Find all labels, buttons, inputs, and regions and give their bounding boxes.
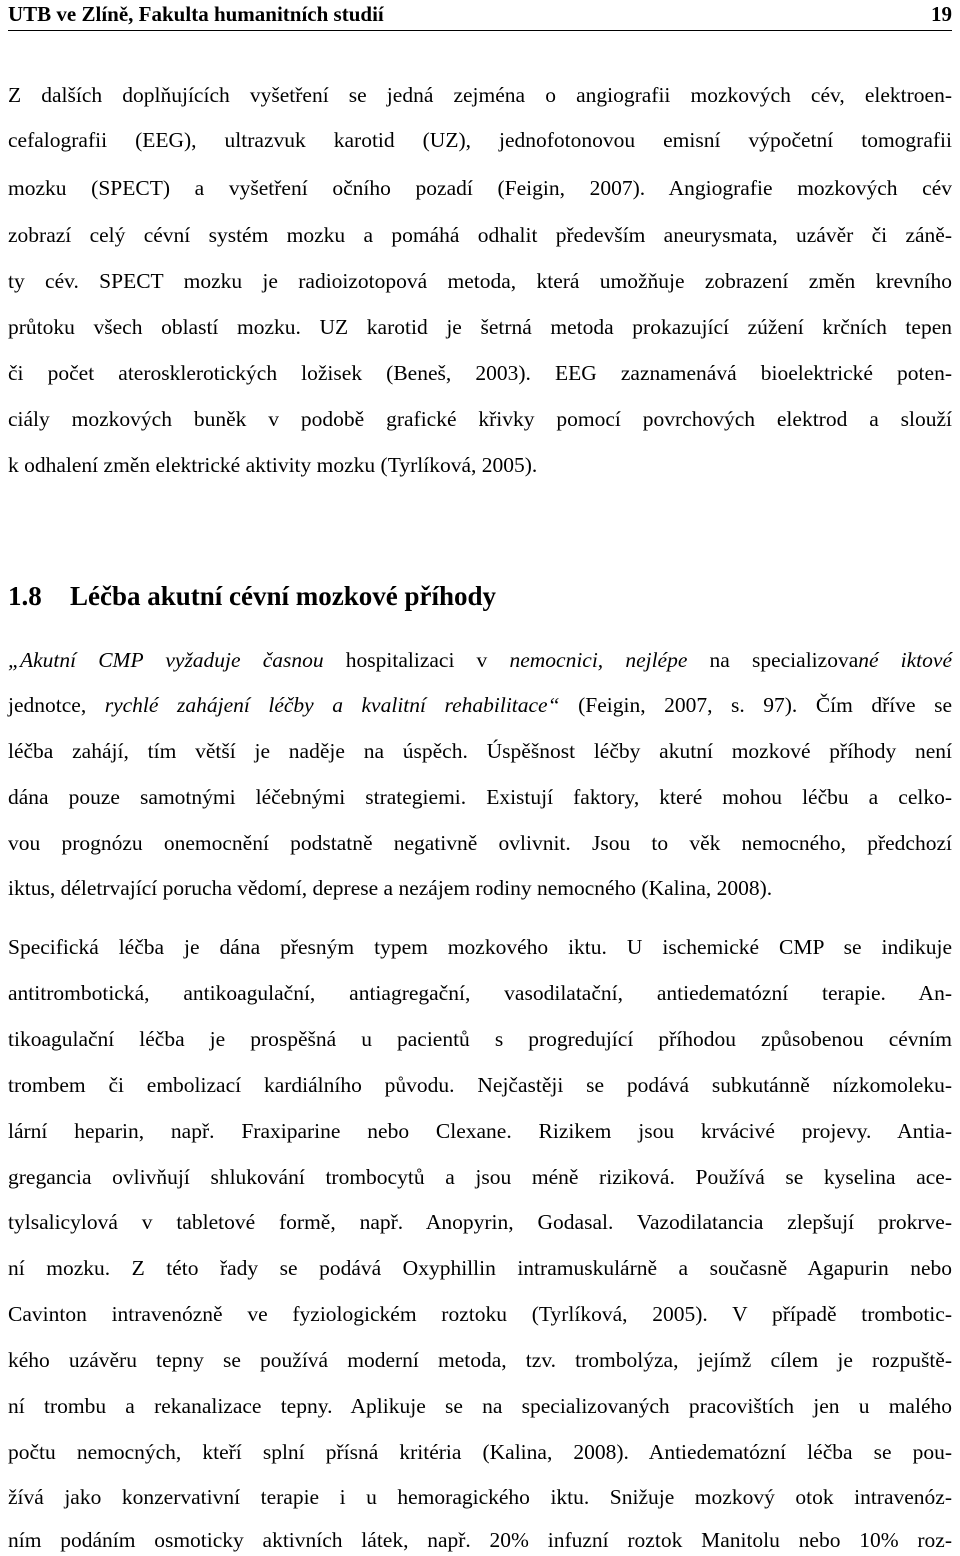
section-number: 1.8: [8, 581, 42, 611]
header-title: UTB ve Zlíně, Fakulta humanitních studií: [8, 2, 384, 26]
section-title: Léčba akutní cévní mozkové příhody: [70, 581, 497, 611]
text-line: k odhalení změn elektrické aktivity mozku (Tyrlíková, 2005).: [8, 453, 538, 477]
text-line: antitrombotická, antikoagulační, antiagregační, vasodilatační, antiedematózní terapie. An-: [8, 981, 952, 1005]
quote-italic: „Akutní CMP vyžaduje časnou: [8, 648, 324, 672]
text-line: ty cév. SPECT mozku je radioizotopová metoda, která umožňuje zobrazení změn krevního: [8, 269, 952, 293]
page-number: 19: [931, 2, 952, 26]
text-line-quote: [8, 690, 952, 720]
text-line: Z dalších doplňujících vyšetření se jedná zejména o angiografii mozkových cév, elektroen-: [8, 83, 952, 107]
page-header: [8, 0, 952, 31]
text-line: mozku (SPECT) a vyšetření očního pozadí (Feigin, 2007). Angiografie mozkových cév: [8, 176, 952, 200]
text-line: ním podáním osmoticky aktivních látek, např. 20% infuzní roztok Manitolu nebo 10% roz-: [8, 1528, 952, 1552]
quote-italic: né iktové: [858, 648, 952, 672]
text-line: kého uzávěru tepny se používá moderní metoda, tzv. trombolýza, jejímž cílem je rozpuště-: [8, 1348, 952, 1372]
text-line: cefalografii (EEG), ultrazvuk karotid (UZ), jednofotonovou emisní výpočetní tomografii: [8, 128, 952, 152]
text-line: ní trombu a rekanalizace tepny. Aplikuje se na specializovaných pracovištích jen u malého: [8, 1394, 952, 1418]
text-line: zobrazí celý cévní systém mozku a pomáhá odhalit především aneurysmata, uzávěr či záně-: [8, 223, 952, 247]
text-line: ciály mozkových buněk v podobě grafické křivky pomocí povrchových elektrod a slouží: [8, 407, 952, 431]
text-line: počtu nemocných, kteří splní přísná kritéria (Kalina, 2008). Antiedematózní léčba se pou-: [8, 1440, 952, 1464]
text-line: či počet aterosklerotických ložisek (Beneš, 2003). EEG zaznamenává bioelektrické poten-: [8, 361, 952, 385]
text-line: trombem či embolizací kardiálního původu. Nejčastěji se podává subkutánně nízkomoleku-: [8, 1073, 952, 1097]
quote-italic: nemocnici, nejlépe: [509, 648, 688, 672]
text-line: Specifická léčba je dána přesným typem mozkového iktu. U ischemické CMP se indikuje: [8, 935, 952, 959]
text-line: léčba zahájí, tím větší je naděje na úspěch. Úspěšnost léčby akutní mozkové příhody není: [8, 739, 952, 763]
text-run: hospitalizaci v: [323, 648, 510, 672]
text-line: gregancia ovlivňují shlukování trombocytů a jsou méně riziková. Používá se kyselina ace-: [8, 1165, 952, 1189]
text-line: vou prognózu onemocnění podstatně negativně ovlivnit. Jsou to věk nemocného, předchozí: [8, 831, 952, 855]
text-line: Cavinton intravenózně ve fyziologickém roztoku (Tyrlíková, 2005). V případě trombotic-: [8, 1302, 952, 1326]
text-run: na specializova: [687, 648, 859, 672]
text-line: žívá jako konzervativní terapie i u hemoragického iktu. Snižuje mozkový otok intravenóz-: [8, 1485, 952, 1509]
text-run: (Feigin, 2007, s. 97). Čím dříve se: [559, 693, 952, 717]
text-line: dána pouze samotnými léčebnými strategiemi. Existují faktory, které mohou léčbu a celko-: [8, 785, 952, 809]
text-line: tikoagulační léčba je prospěšná u pacientů s progredující příhodou způsobenou cévním: [8, 1027, 952, 1051]
quote-italic: rychlé zahájení léčby a kvalitní rehabilitace“: [104, 693, 560, 717]
section-heading: [8, 578, 496, 614]
text-line: lární heparin, např. Fraxiparine nebo Clexane. Rizikem jsou krvácivé projevy. Antia-: [8, 1119, 952, 1143]
text-run: jednotce,: [8, 693, 105, 717]
text-line: iktus, déletrvající porucha vědomí, deprese a nezájem rodiny nemocného (Kalina, 2008).: [8, 876, 773, 900]
text-line: průtoku všech oblastí mozku. UZ karotid je šetrná metoda prokazující zúžení krčních tepen: [8, 315, 952, 339]
text-line-quote: [8, 645, 952, 675]
text-line: ní mozku. Z této řady se podává Oxyphillin intramuskulárně a současně Agapurin nebo: [8, 1256, 952, 1280]
text-line: tylsalicylová v tabletové formě, např. Anopyrin, Godasal. Vazodilatancia zlepšují prokrve-: [8, 1210, 952, 1234]
